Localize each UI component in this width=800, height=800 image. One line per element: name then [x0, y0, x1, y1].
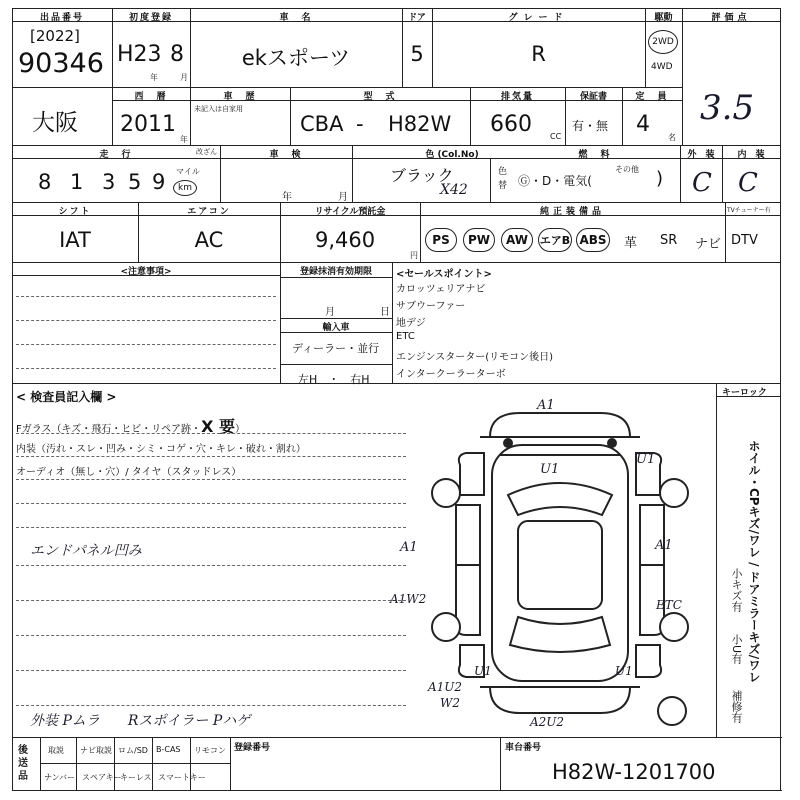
recycle-value: 9,460	[315, 228, 376, 252]
windshield-text: Fガラス（キズ・飛石・ヒビ・リペア跡・	[16, 424, 202, 435]
mark-right-fender: U1	[636, 452, 656, 467]
sales-point-item: カロッツェリアナビ	[396, 284, 486, 295]
sales-point-item: サブウーファー	[396, 301, 466, 312]
lot-number: 90346	[18, 48, 104, 79]
after-item-keyless: キーレス	[120, 773, 152, 782]
registration-number-label: 登録番号	[234, 743, 271, 753]
mileage-digit: 1	[70, 170, 84, 194]
after-item-navi-manual: ナビ取説	[80, 746, 112, 755]
mark-right-door: A1	[655, 538, 673, 553]
after-item-remote: リモコン	[194, 746, 226, 755]
fuel-label: 燃 料	[578, 150, 612, 160]
mark-left-rear-quarter: U1	[474, 664, 492, 678]
lot-number-label: 出品番号	[39, 13, 84, 23]
score-label: 評価点	[711, 13, 751, 23]
mark-left-rear-door: A1W2	[390, 592, 427, 606]
first-registration-label: 初度登録	[128, 13, 173, 23]
shift-value: IAT	[59, 228, 91, 252]
registration-expiry-label: 登録抹消有効期限	[299, 267, 372, 277]
mark-rear-left: A1U2	[428, 680, 463, 694]
km-unit-circled: km	[173, 180, 197, 196]
mile-unit: マイル	[176, 167, 200, 176]
wheel-mirror-legend: ホイル・CPキズ/ワレ / ドアミラーキズ/ワレ	[747, 440, 761, 684]
recycle-label: リサイクル預託金	[314, 207, 386, 217]
model-name: ekスポーツ	[241, 46, 351, 70]
mileage-digit: 5	[128, 170, 142, 194]
displacement-value: 660	[490, 112, 532, 137]
type-dash: -	[356, 112, 364, 136]
windshield-end: ）	[234, 424, 245, 435]
mark-hood: U1	[540, 462, 560, 477]
mark-front-bumper: A1	[537, 398, 555, 413]
caution-label: <注意事項>	[120, 267, 172, 277]
inspector-line-audio: オーディオ（無し・穴）/ タイヤ（スタッドレス）	[16, 467, 242, 478]
handwritten-note-exterior: 外装 Pムラ Rスポイラー Pハゲ	[30, 713, 251, 729]
after-item-manual: 取説	[48, 746, 64, 755]
equip-abs-circled: ABS	[576, 228, 610, 252]
year-unit: 年	[150, 73, 158, 82]
sales-point-item: ETC	[396, 331, 415, 342]
interior-grade: C	[738, 168, 758, 198]
doors-value: 5	[410, 42, 424, 66]
displacement-unit: CC	[550, 132, 562, 141]
legend-repair: 補修有	[730, 690, 743, 723]
color-value: ブラック	[390, 166, 454, 185]
capacity-value: 4	[636, 112, 650, 137]
equip-pw-circled: PW	[463, 228, 495, 252]
displacement-label: 排気量	[500, 92, 534, 102]
first-registration-month: 8	[170, 42, 184, 67]
import-label: 輸入車	[322, 323, 350, 333]
mileage-label: 走 行	[99, 150, 133, 160]
drive-2wd-circled: 2WD	[648, 30, 678, 54]
fuel-other-label: その他	[615, 165, 639, 174]
sales-point-item: 地デジ	[396, 318, 426, 329]
fuel-close: )	[656, 168, 664, 189]
inspection-year-unit: 年	[282, 192, 292, 203]
equip-navi: ナビ	[695, 237, 722, 252]
drive-4wd: 4WD	[651, 62, 673, 72]
capacity-unit: 名	[668, 133, 676, 142]
model-name-label: 車 名	[279, 13, 313, 23]
type-label: 型 式	[363, 92, 397, 102]
mileage-digit: 3	[102, 170, 116, 194]
inspection-month-unit: 月	[338, 192, 348, 203]
after-item-smart-key: スマートキー	[158, 773, 206, 782]
legend-small-scratch: 小キズ有	[730, 568, 743, 612]
equip-sunroof: SR	[660, 233, 678, 248]
equip-airbag-circled: エアB	[538, 228, 572, 252]
windshield-mark: X 要	[201, 417, 235, 436]
year-value: 2011	[120, 112, 176, 137]
tv-tuner-label: TVチューナー有	[727, 207, 771, 214]
month-unit: 月	[180, 73, 188, 82]
after-item-rom-sd: ロム/SD	[118, 746, 148, 755]
sales-point-label: <セールスポイント>	[396, 269, 492, 280]
handwritten-note-endpanel: エンドパネル凹み	[30, 543, 142, 559]
after-item-spare-key: スペアキー	[82, 773, 122, 782]
color-code: X42	[440, 182, 468, 198]
lot-year: [2022]	[30, 27, 80, 45]
drive-label: 駆動	[654, 13, 673, 23]
inspection-label: 車 検	[269, 150, 303, 160]
score-value: 3.5	[700, 88, 755, 128]
tv-tuner-value: DTV	[731, 233, 758, 248]
steering-side: 左H ・ 右H	[298, 373, 370, 386]
after-items-label: 後送品	[18, 745, 28, 782]
sales-point-item: インタークーラーターボ	[396, 369, 506, 380]
type-code: H82W	[388, 112, 452, 136]
after-item-bcas: B-CAS	[156, 745, 181, 754]
odometer-note: 改ざん	[196, 148, 217, 156]
doors-label: ドア	[408, 13, 426, 23]
first-registration-era: H23	[117, 42, 162, 67]
year-label: 西 暦	[134, 92, 168, 102]
interior-label: 内 装	[737, 150, 765, 160]
grade-value: R	[531, 42, 546, 66]
year-unit-2: 年	[180, 135, 188, 144]
equipment-label: 純正装備品	[539, 207, 605, 217]
exterior-grade: C	[692, 168, 712, 198]
mileage-digit: 9	[152, 170, 166, 194]
car-damage-diagram	[420, 395, 710, 735]
color-label: 色 (Col.No)	[425, 150, 479, 160]
warranty-value: 有・無	[572, 119, 609, 133]
registration-day-unit: 日	[380, 307, 390, 318]
history-sub: 未記入は自家用	[194, 105, 243, 113]
equip-ps-circled: PS	[425, 228, 457, 252]
mark-rear-bumper: A2U2	[530, 715, 565, 729]
sales-point-item: エンジンスターター(リモコン後日)	[396, 352, 554, 363]
inspector-title: < 検査員記入欄 >	[16, 390, 117, 404]
exterior-label: 外 装	[687, 150, 715, 160]
ac-value: AC	[194, 228, 224, 252]
grade-label: グレード	[508, 13, 569, 23]
chassis-number: H82W-1201700	[552, 760, 716, 784]
inspector-line-interior: 内装（汚れ・スレ・凹み・シミ・コゲ・穴・キレ・破れ・割れ）	[16, 444, 306, 455]
type-prefix: CBA	[300, 112, 344, 136]
mark-rear-left-2: W2	[440, 696, 460, 710]
history-label: 車 歴	[223, 92, 257, 102]
mileage-digit: 8	[38, 170, 52, 194]
fuel-options: Ⓖ・D・電気(	[518, 174, 592, 188]
color-change-label: 色替	[498, 167, 508, 191]
warranty-label: 保証書	[579, 92, 607, 102]
chassis-number-label: 車台番号	[505, 743, 542, 753]
legend-small-dent: 小U有	[730, 634, 743, 665]
equip-aw-circled: AW	[501, 228, 533, 252]
capacity-label: 定 員	[635, 92, 669, 102]
registration-month-unit: 月	[325, 307, 335, 318]
after-item-plate: ナンバー	[44, 773, 76, 782]
mark-right-rear-quarter: U1	[615, 664, 633, 678]
import-type: ディーラー・並行	[292, 342, 380, 355]
yen-unit: 円	[410, 251, 418, 260]
mark-right-rear-door: ETC	[656, 598, 682, 612]
mark-left-door: A1	[400, 540, 418, 555]
ac-label: エアコン	[187, 207, 231, 217]
keylock-label: キーロック	[722, 388, 767, 398]
shift-label: シフト	[58, 207, 92, 217]
region-name: 大阪	[32, 110, 78, 136]
equip-leather: 革	[624, 236, 638, 251]
